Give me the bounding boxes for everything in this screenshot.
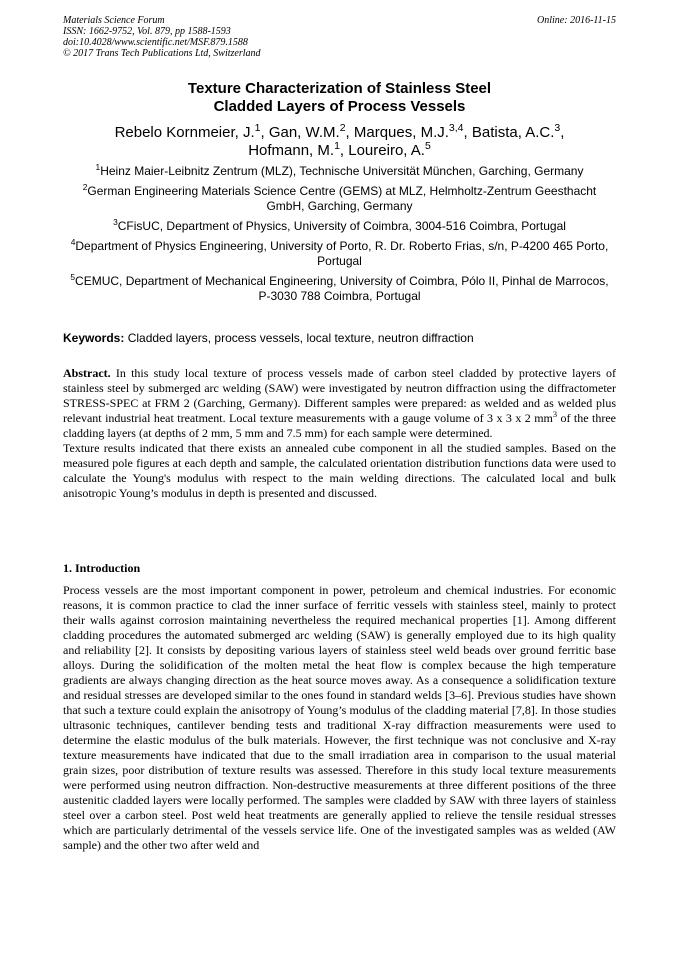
- author-separator: ,: [560, 124, 565, 141]
- journal-name: Materials Science Forum: [63, 15, 165, 26]
- issn-line: ISSN: 1662-9752, Vol. 879, pp 1588-1593: [63, 26, 231, 37]
- author-separator: ,: [339, 142, 349, 159]
- journal-header: [63, 15, 616, 59]
- keywords-label: Keywords:: [63, 331, 125, 345]
- author-affil-sup: 3,4: [448, 122, 464, 134]
- author-name: Marques, M.J.: [353, 124, 449, 141]
- author-name: Rebelo Kornmeier, J.: [114, 124, 255, 141]
- keywords: [63, 331, 616, 345]
- affiliation-item: $^4$Department of Physics Engineering, University of Porto, R. Dr. Roberto Frias, s/n, P-4200 465 Porto, Portugal: [70, 237, 609, 268]
- abstract-label: Abstract.: [63, 366, 111, 380]
- author-affil-sup: 1: [254, 122, 261, 134]
- online-date: Online: 2016-11-15: [537, 15, 616, 26]
- paper-title: [63, 80, 616, 116]
- introduction-paragraph: Process vessels are the most important component in power, petroleum and chemical industries. For economic reasons, it is common practice to clad the inner surface of ferritic vessels with stainless steel, mainly to protect their walls against corrosion maintaining nevertheless the required mechanical properties [1]. Among different cladding procedures the automated submerged arc welding (SAW) is generally employed due to its high quality and reliability [2]. It consists by depositing various layers of stainless steel weld beads over ground ferritic base alloys. During the solidification of the molten metal the heat flow is complex because the high temperature gradients are always changing direction as the heat source moves away. As a consequence a solidification texture and residual stresses are developed similar to the ones found in standard welds [3–6]. Previous studies have shown that such a texture could explain the anisotropy of Young’s modulus of the cladding material [7,8]. In those studies ultrasonic techniques, cantilever bending tests and traditional X-ray diffraction measurements were used to determine the elastic modulus of the bulk materials. However, the first technique was not conclusive and X-ray texture measurements have indicated that due to the small irradiation area in comparison to the usual material grain sizes, poor distribution of texture results was assessed. Therefore in this study local texture measurements were performed using neutron diffraction. Non-destructive measurements at three different positions of the three austenitic cladded layers were locally performed. The samples were cladded by SAW with three layers of stainless steel over a carbon steel. Post weld heat treatments are generally applied to relieve the tensile residual stresses which are particularly detrimental of the vessels service life. One of the investigated samples was as welded (AW sample) and the other two after weld and: [63, 583, 616, 852]
- author-name: Loureiro, A.: [348, 142, 425, 159]
- author-separator: ,: [345, 124, 354, 141]
- author-separator: ,: [260, 124, 269, 141]
- author-name: Batista, A.C.: [471, 124, 555, 141]
- doi-line[interactable]: doi:10.4028/www.scientific.net/MSF.879.1588: [63, 37, 248, 48]
- affiliation-item: $^1$Heinz Maier-Leibnitz Zentrum (MLZ), Technische Universität München, Garching, Germany: [95, 162, 584, 178]
- section-heading-introduction: 1. Introduction: [63, 561, 141, 575]
- copyright-line: © 2017 Trans Tech Publications Ltd, Switzerland: [63, 48, 261, 59]
- affiliation-list: [63, 164, 616, 309]
- affiliation-item: $^5$CEMUC, Department of Mechanical Engineering, University of Coimbra, Pólo II, Pinhal de Marrocos, P-3030 788 Coimbra, Portugal: [70, 272, 609, 303]
- abstract-paragraph-1: Abstract. In this study local texture of process vessels made of carbon steel cladded by protective layers of stainless steel by submerged arc welding (SAW) were investigated by neutron diffraction using the diffractometer STRESS-SPEC at FRM 2 (Garching, Germany). Different samples were prepared: as welded and as welded plus relevant industrial heat treatment. Local texture measurements with a gauge volume of 3 x 3 x 2 $mm^3$ of the three cladding layers (at depths of 2 mm, 5 mm and 7.5 mm) for each sample were determined.: [63, 366, 616, 440]
- affiliation-item: $^2$German Engineering Materials Science Centre (GEMS) at MLZ, Helmholtz-Zentrum Geesthacht GmbH, Garching, Germany: [82, 182, 597, 213]
- author-name: Gan, W.M.: [268, 124, 340, 141]
- keywords-text: Cladded layers, process vessels, local texture, neutron diffraction: [127, 331, 474, 345]
- author-affil-sup: 1: [334, 140, 340, 152]
- author-name: Hofmann, M.: [248, 142, 335, 159]
- author-affil-sup: 2: [339, 122, 346, 134]
- title-line-1: Texture Characterization of Stainless Steel: [187, 80, 492, 97]
- author-list: [63, 124, 616, 160]
- title-line-2: Cladded Layers of Process Vessels: [213, 98, 466, 115]
- abstract: [63, 366, 616, 501]
- affiliation-item: $^3$CFisUC, Department of Physics, University of Coimbra, 3004-516 Coimbra, Portugal: [113, 217, 566, 233]
- author-line-2: [63, 142, 616, 160]
- author-affil-sup: 3: [554, 122, 561, 134]
- author-separator: ,: [463, 124, 472, 141]
- author-affil-sup: 5: [424, 140, 431, 152]
- introduction-body: [63, 583, 616, 853]
- abstract-paragraph-2: Texture results indicated that there exists an annealed cube component in all the studied samples. Based on the measured pole figures at each depth and sample, the calculated orientation distribution functions data were used to calculate the Young's modulus with respect to the main welding directions. The calculated local and bulk anisotropic Young’s modulus in depth is presented and discussed.: [63, 441, 616, 500]
